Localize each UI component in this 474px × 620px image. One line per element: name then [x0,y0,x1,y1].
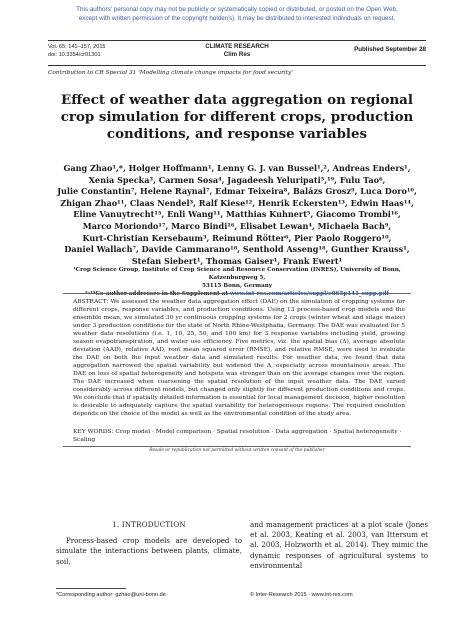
keywords [73,428,405,444]
abstract-label: ABSTRACT: [73,299,109,305]
keywords-label: KEY WORDS: [73,429,114,435]
paper-title [40,92,434,143]
notice-line-1: This authors' personal copy may not be publicly or systematically copied or distributed, or posted on the Open Web, [76,6,398,13]
title-line-3: conditions, and response variables [106,126,368,142]
author-line: Eline Vanuytrecht¹⁵, Enli Wang¹¹, Matthias Kuhnert⁵, Giacomo Trombi¹⁶, [73,209,401,220]
intro-paragraph: Process-based crop models are developed to simulate the interactions between plants, climate, soil, [56,536,242,566]
affiliation-line-2: 53115 Bonn, Germany [201,283,273,289]
volume: Vol. 65: 141–157, 2015 [48,44,106,50]
title-line-2: crop simulation for different crops, production [60,109,414,125]
doi: doi: 10.3354/cr01301 [48,52,101,58]
resale-notice: Resale or republication not permitted without written consent of the publisher [149,448,325,453]
abstract-text: We assessed the weather data aggregation effect (DAE) on the simulation of cropping systems for different crops, response variables, and production conditions. Using 13 process-based crop models and the ensemble mean, we simulated 30 yr continuous cropping systems for 2 crops (winter wheat and silage maize) under 3 production conditions for the state of North Rhine-Westphalia, Germany. The DAE was evaluated for 5 weather data resolutions (i.e. 1, 10, 25, 50, and 100 km) for 3 response variables including yield, growing season evapotranspiration, and water use efficiency. Five metrics, viz. the spatial bias (Δ), average absolute deviation (AAD), relative AAD, root mean squared error (RMSE), and relative RMSE, were used to evaluate the DAE on both the input weather data and simulated results. For weather data, we found that data aggregation narrowed the spatial variability but widened the Δ, especially across mountainous areas. The DAE on loss of spatial heterogeneity and hotspots was stronger than on the average changes over the region. The DAE increased when coarsening the spatial resolution of the input weather data. The DAE varied considerably across different models, but changed only slightly for different production conditions and crops. We conclude that if spatially detailed information is essential for local management decision, higher resolution is desirable to adequately capture the spatial variability for heterogeneous regions. The required resolution depends on the choice of the model as well as the environmental condition of the study area. [73,299,405,417]
footnote-rule [56,588,126,589]
author-line: Gang Zhao¹,*, Holger Hoffmann¹, Lenny G. J. van Bussel¹,², Andreas Enders¹, [63,163,411,173]
supplement-prefix: ²⁻¹⁹Co-author addresses in the Supplement at [85,291,230,297]
abstract-box [63,293,411,447]
intro-left-column [56,520,242,567]
contribution-note: Contribution to CR Special 31 'Modelling climate change impacts for food security' [48,70,293,76]
header-top-rule [48,40,426,41]
author-line: Kurt-Christian Kersebaum³, Reimund Rötter⁶, Pier Paolo Roggero¹⁰, [82,232,392,243]
author-line: Marco Moriondo¹⁷, Marco Bindi¹⁶, Elisabet Lewan⁴, Michaela Bach⁹, [82,220,392,231]
copyright-notice [40,5,434,23]
published-date: Published September 28 [354,46,426,53]
notice-line-2: except with written permission of the copyright holder(s). It may be distributed to interested individuals on request. [78,15,396,22]
title-line-1: Effect of weather data aggregation on regional [61,92,413,108]
corresponding-author: *Corresponding author: gzhao@uni-bonn.de [56,592,166,598]
intro-paragraph-continued: and management practices at a plot scale (Jones et al. 2003, Keating et al. 2003, van Ittersum et al. 2003, Holzworth et al. 2014). They mimic the dynamic responses of agricultural systems to environmental [250,520,428,570]
affiliation-line-1: ¹Crop Science Group, Institute of Crop Science and Resource Conservation (INRES), University of Bonn, Katzenburgweg 5, [73,267,401,281]
author-list [40,163,434,267]
publisher-copyright: © Inter-Research 2015 · www.int-res.com [250,592,353,598]
author-line: Stefan Siebert¹, Thomas Gaiser¹, Frank Ewert¹ [131,255,343,266]
author-line: Julie Constantin⁷, Helene Raynal⁷, Edmar Teixeira⁸, Balázs Grosz⁹, Luca Doro¹⁰, [57,186,417,197]
supplement-link[interactable]: www.int-res.com/articles/suppl/c065p141_supp.pdf [229,291,389,297]
keywords-text: Crop model · Model comparison · Spatial resolution · Data aggregation · Spatial heterogeneity · Scaling [73,429,402,443]
header-bottom-rule [48,65,426,66]
intro-right-column [250,520,428,571]
author-line: Daniel Wallach⁷, Davide Cammarano¹⁸, Senthold Asseng¹⁸, Gunther Krauss¹, [64,244,410,255]
section-heading: 1. INTRODUCTION [112,520,186,529]
author-line: Xenia Specka³, Carmen Sosa⁴, Jagadeesh Yeluripati⁵,¹⁹, Fulu Tao⁶, [88,174,386,185]
journal-abbrev: Clim Res [223,51,251,58]
journal-header [48,43,426,65]
author-line: Zhigan Zhao¹¹, Claas Nendel³, Ralf Kiese¹², Henrik Eckersten¹³, Edwin Haas¹⁴, [60,197,414,208]
abstract [73,298,405,418]
journal-title: CLIMATE RESEARCH [205,43,269,50]
